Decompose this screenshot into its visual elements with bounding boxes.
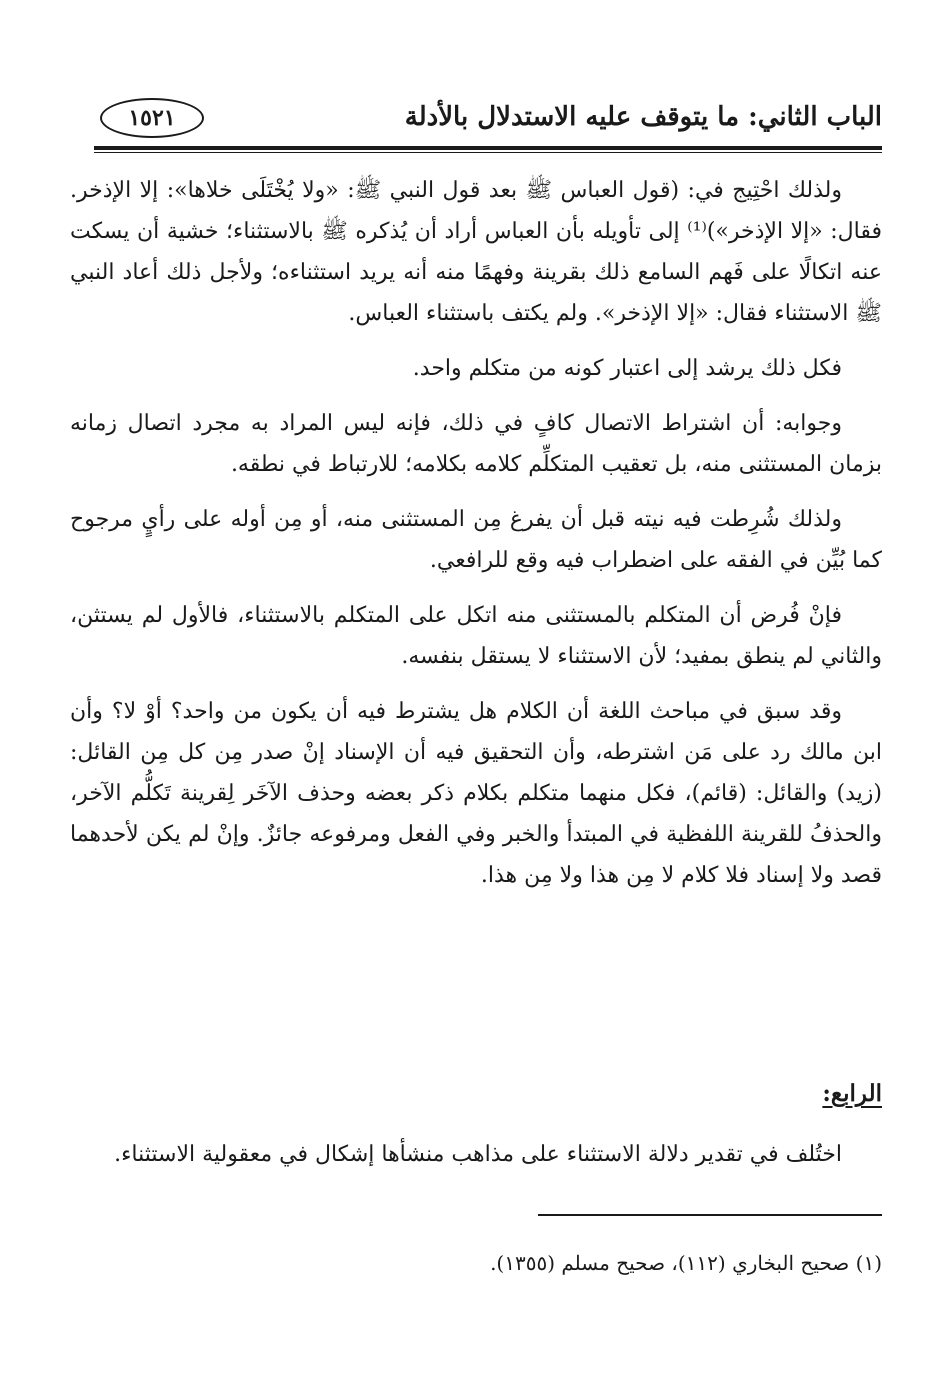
- section-paragraph: اختُلف في تقدير دلالة الاستثناء على مذاهب منشأها إشكال في معقولية الاستثناء.: [114, 1142, 842, 1167]
- section-heading-text: الرابع:: [822, 1080, 882, 1107]
- chapter-title: الباب الثاني: ما يتوقف عليه الاستدلال بالأدلة: [404, 102, 882, 132]
- paragraph: ولذلك شُرِطت فيه نيته قبل أن يفرغ مِن المستثنى منه، أو مِن أوله على رأيٍ مرجوح كما بُيِّن في الفقه على اضطراب فيه وقع للرافعي.: [70, 507, 882, 573]
- paragraph: ولذلك احْتِيج في: (قول العباس ﷺ بعد قول النبي ﷺ: «ولا يُخْتَلَى خلاها»: إلا الإذخر. فقال: «إلا الإذخر»)⁽¹⁾ إلى تأويله بأن العباس أراد أن يُذكره ﷺ بالاستثناء؛ خشية أن يسكت عنه اتكالًا على فَهم السامع ذلك بقرينة وفهمًا منه أنه يريد استثناءه؛ ولأجل ذلك أعاد النبي ﷺ الاستثناء فقال: «إلا الإذخر». ولم يكتف باستثناء العباس.: [70, 178, 882, 326]
- paragraph: وقد سبق في مباحث اللغة أن الكلام هل يشترط فيه أن يكون من واحد؟ أوْ لا؟ وأن ابن مالك رد على مَن اشترطه، وأن التحقيق فيه أن الإسناد إنْ صدر مِن كل مِن القائل: (زيد) والقائل: (قائم)، فكل منهما متكلم بكلام ذكر بعضه وحذف الآخَر لِقرينة تَكلُّم الآخر، والحذفُ للقرينة اللفظية في المبتدأ والخبر وفي الفعل ومرفوعه جائزٌ. وإنْ لم يكن لأحدهما قصد ولا إسناد فلا كلام لا مِن هذا ولا مِن هذا.: [70, 699, 882, 888]
- section-heading: [70, 1080, 882, 1107]
- paragraph: وجوابه: أن اشتراط الاتصال كافٍ في ذلك، فإنه ليس المراد به مجرد اتصال زمانه بزمان المستثنى منه، بل تعقيب المتكلِّم كلامه بكلامه؛ للارتباط في نطقه.: [70, 411, 882, 477]
- page-number: ١٥٢١: [100, 98, 204, 138]
- paragraph: فكل ذلك يرشد إلى اعتبار كونه من متكلم واحد.: [412, 356, 842, 381]
- header-rule-thick: [94, 146, 882, 150]
- running-header: [94, 96, 882, 142]
- footnote-separator: [538, 1214, 882, 1216]
- body-text: [70, 170, 882, 910]
- header-rule-thin: [94, 152, 882, 153]
- paragraph: فإنْ فُرض أن المتكلم بالمستثنى منه اتكل على المتكلم بالاستثناء، فالأول لم يستثن، والثاني لم ينطق بمفيد؛ لأن الاستثناء لا يستقل بنفسه.: [70, 603, 882, 669]
- footnote: (١) صحيح البخاري (١١٢)، صحيح مسلم (١٣٥٥).: [490, 1251, 882, 1275]
